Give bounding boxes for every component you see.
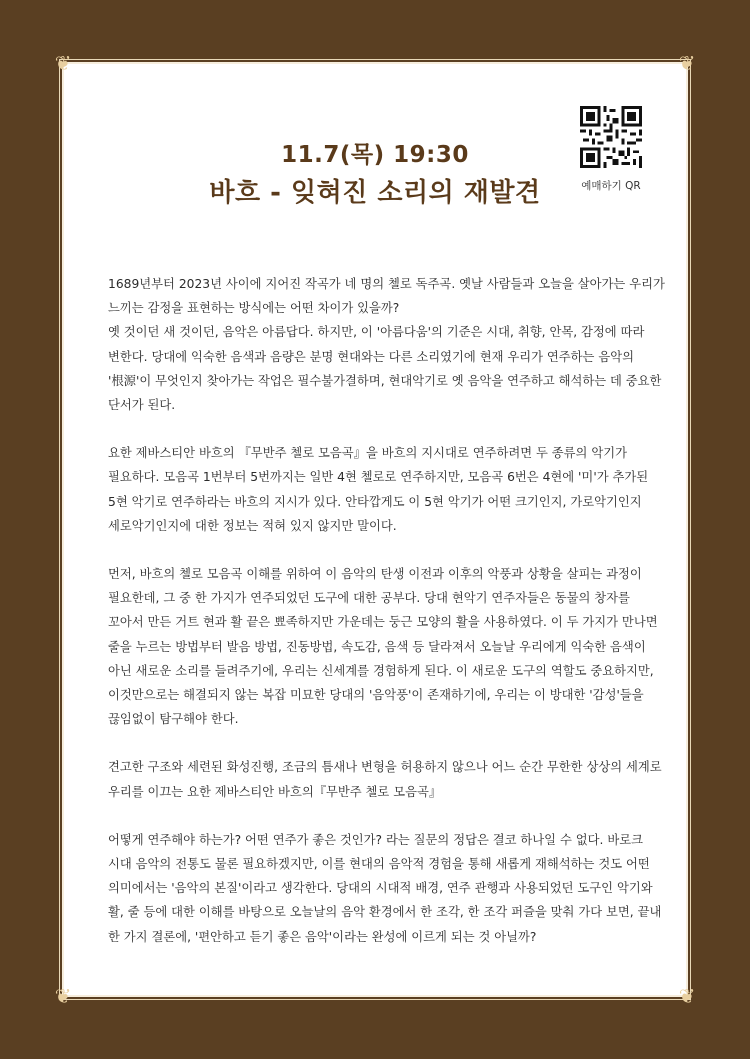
text-line: 한 가지 결론에, '편안하고 듣기 좋은 음악'이라는 완성에 이르게 되는 것 아닐까? bbox=[108, 929, 537, 944]
text-line: 느끼는 감정을 표현하는 방식에는 어떤 차이가 있을까? bbox=[108, 301, 400, 316]
text-line: 요한 제바스티안 바흐의 『무반주 첼로 모음곡』을 바흐의 지시대로 연주하려면 두 종류의 악기가 bbox=[108, 446, 627, 461]
text-line: 줄을 누르는 방법부터 발음 방법, 진동방법, 속도감, 음색 등 달라져서 오늘날 우리에게 익숙한 음색이 bbox=[108, 639, 646, 654]
page-title: 바흐 - 잊혀진 소리의 재발견 bbox=[209, 178, 541, 208]
text-line: 필요한데, 그 중 한 가지가 연주되었던 도구에 대한 공부다. 당대 현악기 연주자들은 동물의 창자를 bbox=[108, 591, 630, 606]
text-line: 끊임없이 탐구해야 한다. bbox=[108, 712, 239, 727]
paragraph bbox=[108, 755, 662, 803]
text-line: 활, 줄 등에 대한 이해를 바탕으로 오늘날의 음악 환경에서 한 조각, 한 조각 퍼즐을 맞춰 가다 보면, 끝내 bbox=[108, 905, 662, 920]
qr-label: 예매하기 QR bbox=[581, 180, 641, 192]
text-line: 견고한 구조와 세련된 화성진행, 조금의 틈새나 변형을 허용하지 않으나 어느 순간 무한한 상상의 세계로 bbox=[108, 760, 662, 775]
text-line: 어떻게 연주해야 하는가? 어떤 연주가 좋은 것인가? 라는 질문의 정답은 결코 하나일 수 없다. 바로크 bbox=[108, 832, 643, 847]
text-line: 의미에서는 '음악의 본질'이라고 생각한다. 당대의 시대적 배경, 연주 관행과 사용되었던 도구인 악기와 bbox=[108, 881, 653, 896]
corner-ornament-top-left-icon: ❦ bbox=[54, 51, 72, 75]
text-line: 단서가 된다. bbox=[108, 398, 176, 413]
text-line: '根源'이 무엇인지 찾아가는 작업은 필수불가결하며, 현대악기로 옛 음악을 연주하고 해석하는 데 중요한 bbox=[108, 373, 662, 388]
corner-ornament-bottom-right-icon: ❦ bbox=[678, 984, 696, 1008]
text-line: 5현 악기로 연주하라는 바흐의 지시가 있다. 안타깝게도 이 5현 악기가 어떤 크기인지, 가로악기인지 bbox=[108, 494, 642, 509]
text-line: 꼬아서 만든 거트 현과 활 끝은 뾰족하지만 가운데는 둥근 모양의 활을 사용하였다. 이 두 가지가 만나면 bbox=[108, 615, 658, 630]
corner-ornament-bottom-left-icon: ❦ bbox=[54, 984, 72, 1008]
event-date-time: 11.7(목) 19:30 bbox=[281, 142, 469, 168]
text-line: 필요하다. 모음곡 1번부터 5번까지는 일반 4현 첼로로 연주하지만, 모음곡 6번은 4현에 '미'가 추가된 bbox=[108, 470, 649, 485]
text-line: 이것만으로는 해결되지 않는 복잡 미묘한 당대의 '음악풍'이 존재하기에, 우리는 이 방대한 '감성'들을 bbox=[108, 688, 644, 703]
text-line: 1689년부터 2023년 사이에 지어진 작곡가 네 명의 첼로 독주곡. 옛날 사람들과 오늘을 살아가는 우리가 bbox=[108, 277, 665, 291]
paragraph bbox=[108, 562, 658, 731]
text-line: 아닌 새로운 소리를 들려주기에, 우리는 신세계를 경험하게 된다. 이 새로운 도구의 역할도 중요하지만, bbox=[108, 663, 654, 678]
text-line: 먼저, 바흐의 첼로 모음곡 이해를 위하여 이 음악의 탄생 이전과 이후의 악풍과 상황을 살피는 과정이 bbox=[108, 567, 642, 582]
corner-ornament-top-right-icon: ❦ bbox=[678, 51, 696, 75]
article-body bbox=[108, 272, 665, 973]
text-line: 옛 것이던 새 것이던, 음악은 아름답다. 하지만, 이 '아름다움'의 기준은 시대, 취향, 안목, 감정에 따라 bbox=[108, 325, 645, 340]
text-line: 변한다. 당대에 익숙한 음색과 음량은 분명 현대와는 다른 소리였기에 현재 우리가 연주하는 음악의 bbox=[108, 349, 634, 364]
paragraph bbox=[108, 272, 665, 417]
paragraph bbox=[108, 828, 662, 949]
text-line: 시대 음악의 전통도 물론 필요하겠지만, 이를 현대의 음악적 경험을 통해 새롭게 재해석하는 것도 어떤 bbox=[108, 857, 650, 872]
paragraph bbox=[108, 441, 649, 538]
text-line: 세로악기인지에 대한 정보는 적혀 있지 않지만 말이다. bbox=[108, 518, 397, 533]
text-line: 우리를 이끄는 요한 제바스티안 바흐의『무반주 첼로 모음곡』 bbox=[108, 784, 442, 799]
